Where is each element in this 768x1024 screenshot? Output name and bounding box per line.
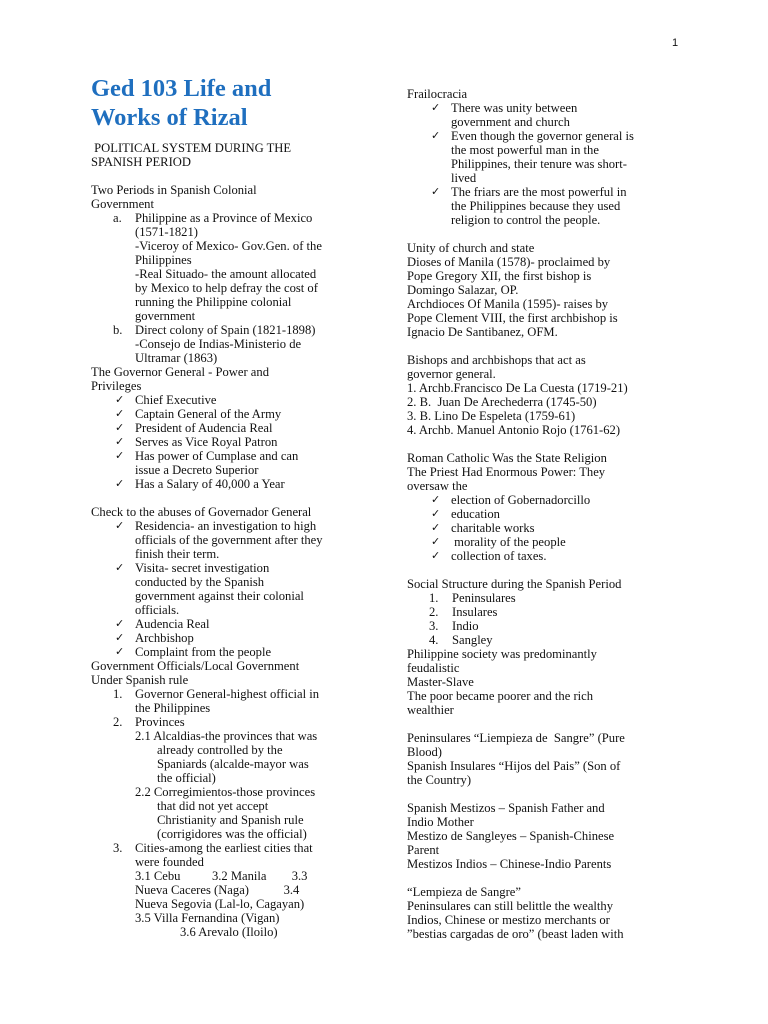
frailocracia-item: ✓ The friars are the most powerful in the Philippines because they used religion to control the people. bbox=[431, 185, 675, 227]
social-item: 3. Indio bbox=[429, 619, 479, 633]
check-title: Check to the abuses of Governador General bbox=[91, 505, 312, 519]
mestizos-section: Spanish Mestizos – Spanish Father and Indio Mother Mestizo de Sangleyes – Spanish-Chinese Parent Mestizos Indios – Chinese-Indio Parents bbox=[407, 801, 615, 871]
catholic-item: ✓ collection of taxes. bbox=[431, 549, 675, 563]
frailocracia-list bbox=[407, 101, 675, 227]
subitem-2-2: 2.2 Corregimientos-those provinces that did not yet accept Christianity and Spanish rule (corrigidores was the official) bbox=[135, 785, 316, 841]
social-item: 4. Sangley bbox=[429, 633, 493, 647]
check-item: ✓ Archbishop bbox=[115, 631, 371, 645]
period-a-marker: a. bbox=[113, 211, 122, 225]
two-periods-title: Government bbox=[91, 197, 154, 211]
catholic-item: ✓ education bbox=[431, 507, 675, 521]
unity-section: Unity of church and state Dioses of Manila (1578)- proclaimed by Pope Gregory XII, the first bishop is Domingo Salazar, OP. Archdioces Of Manila (1595)- raises by Pope Clement VIII, the first archbishop is Ignacio De Santibanez, OFM. bbox=[407, 241, 618, 339]
cities-line: 3.1 Cebu 3.2 Manila 3.3 bbox=[135, 869, 308, 883]
period-a bbox=[91, 211, 371, 323]
governor-item: ✓ Has power of Cumplase and can issue a Decreto Superior bbox=[115, 449, 371, 477]
cities-line: Nueva Caceres (Naga) 3.4 bbox=[135, 883, 300, 897]
check-item: ✓ Residencia- an investigation to high officials of the government after they finish their term. bbox=[115, 519, 371, 561]
frailocracia-item: ✓ Even though the governor general is the most powerful man in the Philippines, their tenure was short- lived bbox=[431, 129, 675, 185]
heading-line: POLITICAL SYSTEM DURING THE bbox=[91, 141, 292, 155]
cities-line: Nueva Segovia (Lal-lo, Cagayan) bbox=[135, 897, 305, 911]
heading-line: SPANISH PERIOD bbox=[91, 155, 191, 169]
officials-title: Government Officials/Local Government bbox=[91, 659, 300, 673]
two-periods-section bbox=[91, 183, 371, 491]
frailocracia-item: ✓ There was unity between government and church bbox=[431, 101, 675, 129]
governor-item: ✓ Chief Executive bbox=[115, 393, 371, 407]
page-number: 1 bbox=[672, 37, 679, 49]
lempieza-section: “Lempieza de Sangre” Peninsulares can still belittle the wealthy Indios, Chinese or mestizo merchants or ”bestias cargadas de oro” (beast laden with bbox=[407, 885, 624, 941]
document-title bbox=[91, 74, 371, 132]
check-item: ✓ Visita- secret investigation conducted by the Spanish government against their colonial officials. bbox=[115, 561, 371, 617]
period-b-line: Ultramar (1863) bbox=[135, 351, 218, 365]
governor-title: Privileges bbox=[91, 379, 142, 393]
social-section: Social Structure during the Spanish Period 1. Peninsulares 2. Insulares 3. Indio 4. Sangley Philippine society was predominantly feudalistic Master-Slave The poor became poorer and the rich wealthier bbox=[407, 577, 675, 717]
cities-line: 3.6 Arevalo (Iloilo) bbox=[180, 925, 278, 939]
governor-list bbox=[91, 393, 371, 491]
peninsulares-section: Peninsulares “Liempieza de Sangre” (Pure Blood) Spanish Insulares “Hijos del Pais” (Son of the Country) bbox=[407, 731, 625, 787]
social-item: 1. Peninsulares bbox=[429, 591, 516, 605]
governor-item: ✓ Captain General of the Army bbox=[115, 407, 371, 421]
officials-title: Under Spanish rule bbox=[91, 673, 189, 687]
governor-item: ✓ Has a Salary of 40,000 a Year bbox=[115, 477, 371, 491]
period-b-marker: b. bbox=[113, 323, 123, 337]
check-section bbox=[91, 505, 371, 939]
period-a-line: -Real Situado- the amount allocated bbox=[135, 267, 317, 281]
officials-item-3: 3. Cities-among the earliest cities that were founded 3.1 Cebu 3.2 Manila 3.3 Nueva Caceres (Naga) 3.4 Nueva Segovia (Lal-lo, Cagayan) 3.5 Villa Fernandina (Vigan) 3.6 Arevalo (Iloilo) bbox=[91, 841, 371, 939]
social-item: 2. Insulares bbox=[429, 605, 498, 619]
period-a-line: (1571-1821) bbox=[135, 225, 198, 239]
check-item: ✓ Complaint from the people bbox=[115, 645, 371, 659]
catholic-item: ✓ election of Gobernadorcillo bbox=[431, 493, 675, 507]
catholic-item: ✓ morality of the people bbox=[431, 535, 675, 549]
period-a-line: government bbox=[135, 309, 196, 323]
subitem-2-1: 2.1 Alcaldias-the provinces that was already controlled by the Spaniards (alcalde-mayor was the official) bbox=[135, 729, 318, 785]
period-a-line: running the Philippine colonial bbox=[135, 295, 292, 309]
catholic-section: Roman Catholic Was the State Religion The Priest Had Enormous Power: They oversaw the ✓ election of Gobernadorcillo ✓ education ✓ charitable works ✓ morality of the people ✓ collection of taxes. bbox=[407, 451, 675, 563]
catholic-item: ✓ charitable works bbox=[431, 521, 675, 535]
governor-item: ✓ President of Audencia Real bbox=[115, 421, 371, 435]
catholic-list bbox=[407, 493, 675, 563]
period-a-line: Philippine as a Province of Mexico bbox=[135, 211, 313, 225]
officials-item-2: 2. Provinces bbox=[113, 715, 185, 729]
title-line: Ged 103 Life and bbox=[91, 75, 272, 102]
cities-line: 3.5 Villa Fernandina (Vigan) bbox=[135, 911, 280, 925]
frailocracia-section bbox=[407, 87, 675, 227]
period-b-line: Direct colony of Spain (1821-1898) bbox=[135, 323, 316, 337]
bishops-section: Bishops and archbishops that act as governor general. 1. Archb.Francisco De La Cuesta (1719-21) 2. B. Juan De Arechederra (1745-50) 3. B. Lino De Espeleta (1759-61) 4. Archb. Manuel Antonio Rojo (1761-62) bbox=[407, 353, 628, 437]
officials-item-1: 1. Governor General-highest official in the Philippines bbox=[113, 687, 320, 715]
period-a-line: Philippines bbox=[135, 253, 192, 267]
check-list bbox=[91, 519, 371, 659]
frailocracia-title: Frailocracia bbox=[407, 87, 468, 101]
period-b-line: -Consejo de Indias-Ministerio de bbox=[135, 337, 302, 351]
governor-item: ✓ Serves as Vice Royal Patron bbox=[115, 435, 371, 449]
period-a-line: by Mexico to help defray the cost of bbox=[135, 281, 318, 295]
period-b bbox=[91, 323, 371, 365]
governor-title: The Governor General - Power and bbox=[91, 365, 269, 379]
title-line: Works of Rizal bbox=[91, 104, 248, 131]
section-heading bbox=[91, 141, 371, 169]
two-periods-title: Two Periods in Spanish Colonial bbox=[91, 183, 257, 197]
check-item: ✓ Audencia Real bbox=[115, 617, 371, 631]
period-a-line: -Viceroy of Mexico- Gov.Gen. of the bbox=[135, 239, 322, 253]
